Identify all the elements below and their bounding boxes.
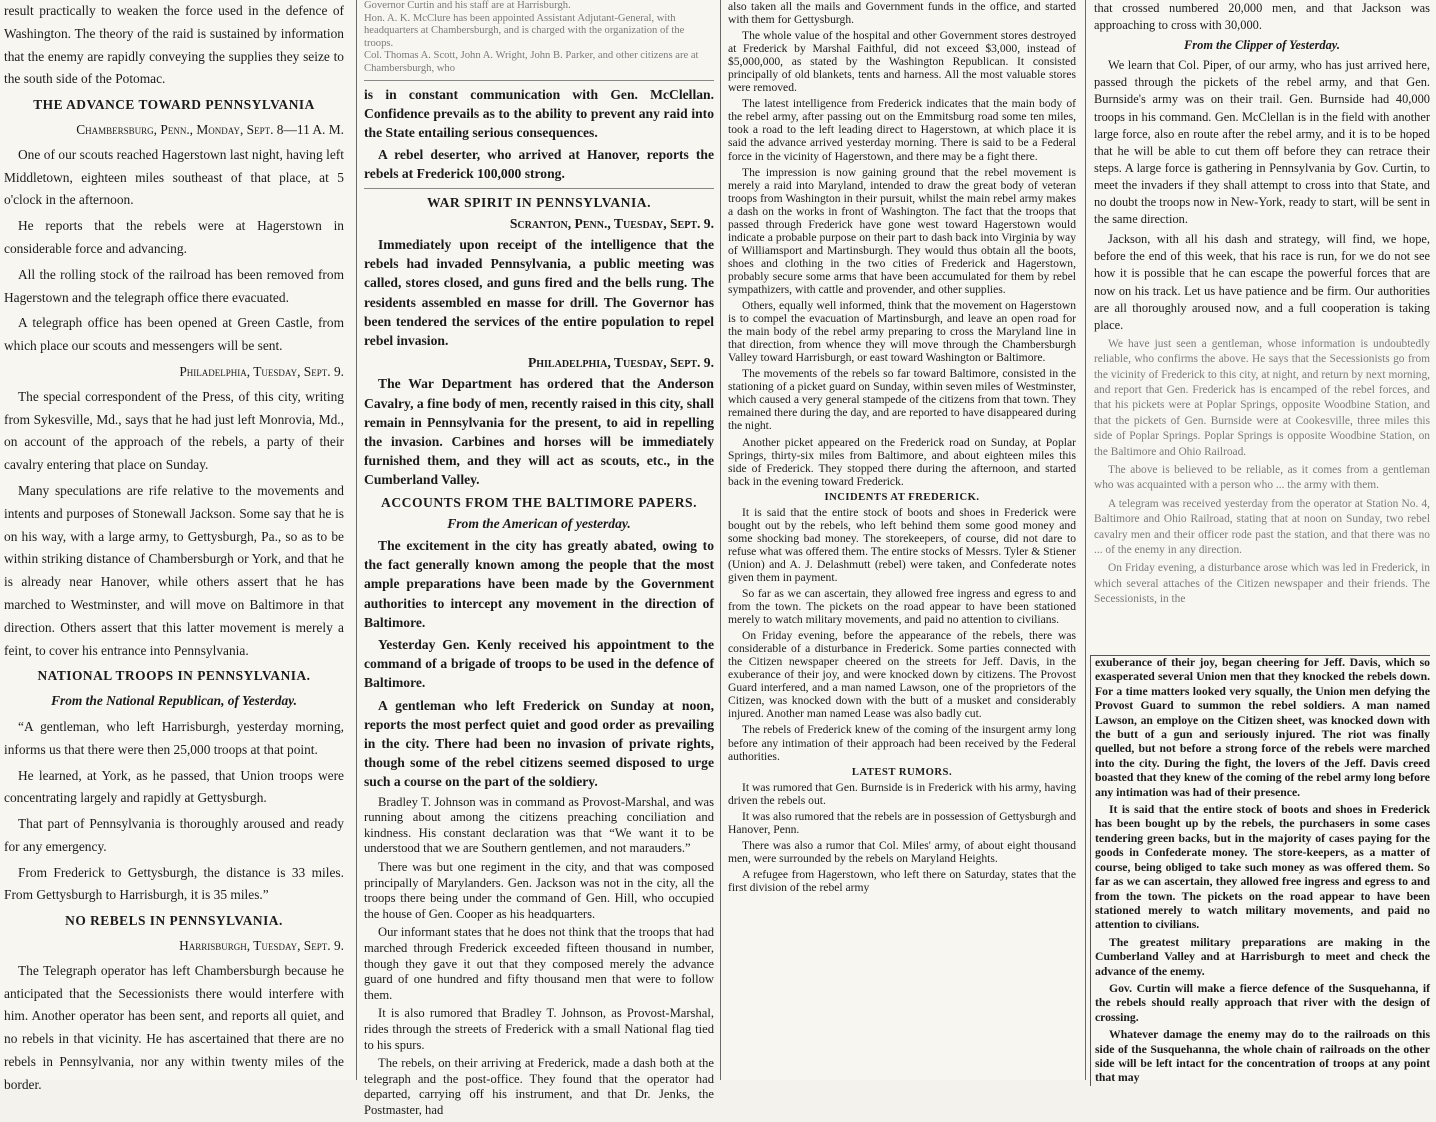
article-paragraph: It was rumored that Gen. Burnside is in Frederick with his army, having driven the rebels out.: [728, 780, 1076, 807]
article-paragraph: He learned, at York, as he passed, that Union troops were concentrating largely and rapidly at Gettysburgh.: [4, 767, 344, 806]
article-paragraph: Our informant states that he does not think that the troops that had marched through Frederick exceeded fifteen thousand in number, though they gave it out that they composed merely the advance guard of one hundred and fifty thousand men that were to follow them.: [364, 925, 714, 1002]
article-paragraph: The whole value of the hospital and other Government stores destroyed at Frederick by Marshal Faithful, did not exceed $3,000, instead of $5,000,000, as stated by the Washington Republican. It consisted principally of old blankets, tents and harness. All the most valuable stores were removed.: [728, 29, 1076, 95]
upper-section: [1094, 0, 1430, 655]
faded-text: [1094, 337, 1430, 608]
column-3: [728, 0, 1076, 897]
article-paragraph: The Telegraph operator has left Chambersburgh because he anticipated that the Secessionists there would interfere with him. Another operator has been sent, and reports all quiet, and no rebels in that vicinity. He has ascertained that there are no rebels in Pennsylvania, nor any within twenty miles of the border.: [4, 962, 344, 1092]
column-1: [4, 0, 344, 1100]
article-paragraph: Immediately upon receipt of the intelligence that the rebels had invaded Pennsylvania, a public meeting was called, stores closed, and guns fired and the bells rung. The residents assembled en masse for drill. The Governor has been tendered the services of the entire population to repel rebel invasion.: [364, 236, 714, 348]
article-paragraph: Others, equally well informed, think that the movement on Hagerstown is to compel the evacuation of Martinsburgh, and leave an open road for the main body of the rebel army preparing to cross the Maryland line in that direction, from whence they will move through the Chambersburgh Valley toward Harrisburgh, or east toward Washington or Baltimore.: [728, 299, 1076, 365]
column-rule: [356, 0, 357, 1080]
article-paragraph: is in constant communication with Gen. McClellan. Confidence prevails as to the ability to prevent any raid into the State entailing serious consequences.: [364, 86, 714, 140]
article-paragraph: that crossed numbered 20,000 men, and that Jackson was approaching to cross with 30,000.: [1094, 1, 1430, 33]
article-paragraph: The movements of the rebels so far toward Baltimore, consisted in the stationing of a picket guard on Sunday, within seven miles of Westminster, which caused a very general stampede of the citizens from that town. They remained there during the day, and are reported to have disappeared during the night.: [728, 367, 1076, 433]
article-paragraph: A rebel deserter, who arrived at Hanover, reports the rebels at Frederick 100,000 strong.: [364, 147, 714, 182]
article-paragraph: The greatest military preparations are making in the Cumberland Valley and at Harrisburgh to meet and check the advance of the enemy.: [1095, 935, 1430, 978]
article-paragraph: The latest intelligence from Frederick indicates that the main body of the rebel army, after passing out on the Emmitsburg road some ten miles, took a road to the left leading direct to Hagerstown, at which place it is said the advance arrived yesterday morning. There is said to be a Federal force in the vicinity of Hagerstown, and there may be a fight there.: [728, 97, 1076, 163]
headline: WAR SPIRIT IN PENNSYLVANIA.: [426, 194, 651, 210]
dateline: Scranton, Penn., Tuesday, Sept. 9.: [509, 215, 714, 231]
headline: NO REBELS IN PENNSYLVANIA.: [65, 913, 283, 929]
article-paragraph: The rebels, on their arriving at Frederick, made a dash both at the telegraph and the post-office. They found that the operator had departed, carrying off his instrument, and that Dr. Jenks, the Postmaster, had: [364, 1056, 714, 1117]
article-paragraph: We have just seen a gentleman, whose information is undoubtedly reliable, who confirms the above. He says that the Secessionists go from the vicinity of Frederick to this city, at night, and return by next morning, and report that Gen. Frederick has is encamped of the rebel forces, and that his pickets were at Poplar Springs, opposite Woodbine Station, and that the pickets of Gen. Burnside were at Cookesville, three miles this side of Poplar Springs. Poplar Springs is opposite Woodbine Station, on the Baltimore and Ohio Railroad.: [1094, 337, 1430, 458]
article-paragraph: So far as we can ascertain, they allowed free ingress and egress to and from the town. The pickets on the road appear to have been stationed merely to watch military movements, and paid no attention to civilians.: [728, 587, 1076, 627]
article-paragraph: “A gentleman, who left Harrisburgh, yesterday morning, informs us that there were then 25,000 troops at that point.: [4, 718, 344, 757]
dateline: Harrisburgh, Tuesday, Sept. 9.: [179, 938, 344, 954]
article-paragraph: exuberance of their joy, began cheering for Jeff. Davis, which so exasperated several Union men that they knocked the rebels down. For a time matters looked very squally, the Union men defying the Provost Guard to summon the rebel soldiers. A man named Lawson, an employe on the Citizen sheet, was knocked down with the butt of a gun and seriously injured. The riot was finally quelled, but not before a strong force of the rebels were marched into the city. During the fight, the lovers of the Jeff. Davis creed boasted that they knew of the coming of the rebel army long before any intimation was had of their presence.: [1095, 656, 1430, 799]
divider: [364, 188, 714, 189]
article-paragraph: A telegram was received yesterday from the operator at Station No. 4, Baltimore and Ohio Railroad, stating that at noon on Sunday, two rebel cavalry men and their officer rode past the station, and that there was no ... of the enemy in any direction.: [1094, 497, 1430, 557]
dateline: Philadelphia, Tuesday, Sept. 9.: [179, 363, 344, 379]
column-2: [364, 0, 714, 1122]
article-paragraph: One of our scouts reached Hagerstown last night, having left Middletown, eighteen miles southeast of that place, at 5 o'clock in the afternoon.: [4, 146, 344, 208]
headline: ACCOUNTS FROM THE BALTIMORE PAPERS.: [381, 494, 697, 510]
article-paragraph: It was also rumored that the rebels are in possession of Gettysburgh and Hanover, Penn.: [728, 809, 1076, 836]
article-paragraph: Gov. Curtin will make a fierce defence of the Susquehanna, if the rebels should really approach that river with the design of crossing.: [1095, 981, 1430, 1024]
headline: LATEST RUMORS.: [851, 766, 953, 778]
column-rule: [720, 0, 721, 1080]
article-paragraph: On Friday evening, a disturbance arose which was led in Frederick, in which several attaches of the Citizen newspaper and their friends. The Secessionists, in the: [1094, 562, 1430, 606]
faded-line: Col. Thomas A. Scott, John A. Wright, John B. Parker, and other citizens are at Chambersburgh, who: [364, 50, 699, 74]
article-paragraph: It is also rumored that Bradley T. Johnson, as Provost-Marshal, rides through the streets of Frederick with a small National flag tied to his spurs.: [364, 1006, 714, 1052]
faded-line: Governor Curtin and his staff are at Harrisburgh.: [364, 0, 571, 11]
headline: NATIONAL TROOPS IN PENNSYLVANIA.: [37, 668, 311, 684]
faded-line: Hon. A. K. McClure has been appointed Assistant Adjutant-General, with headquarters at Chambersburgh, and is charged with the organization of the troops.: [364, 12, 685, 49]
article-paragraph: The above is believed to be reliable, as it comes from a gentleman who was acquainted with a person who ... the army with them.: [1094, 464, 1430, 492]
article-paragraph: It is said that the entire stock of boots and shoes in Frederick were bought out by the rebels, who left behind them some good money and some shocking bad money. The storekeepers, of course, did not dare to refuse what was offered them. The entire stocks of Messrs. Tyler & Stiener (Union) and A. J. Delashmutt (rebel) were taken, and Confederate notes given them in payment.: [728, 505, 1076, 584]
article-paragraph: A telegraph office has been opened at Green Castle, from which place our scouts and messengers will be sent.: [4, 315, 344, 354]
article-paragraph: Bradley T. Johnson was in command as Provost-Marshal, and was running about among the citizens preaching conciliation and kindness. His constant declaration was that “We want it to be understood that we are Southern gentlemen, and not marauders.”: [364, 794, 714, 856]
headline: THE ADVANCE TOWARD PENNSYLVANIA: [33, 97, 315, 113]
article-paragraph: also taken all the mails and Government funds in the office, and started with them for Gettysburgh.: [728, 0, 1076, 27]
article-paragraph: A gentleman who left Frederick on Sunday at noon, reports the most perfect quiet and good order as prevailing in the city. There had been no invasion of private rights, though some of the rebel citizens seemed disposed to urge such a course on the part of the soldiery.: [364, 697, 714, 790]
article-paragraph: Yesterday Gen. Kenly received his appointment to the command of a brigade of troops to be used in the defence of Baltimore.: [364, 637, 714, 691]
article-paragraph: result practically to weaken the force used in the defence of Washington. The theory of the raid is sustained by information that the enemy are rapidly conveying the supplies they seize to the south side of the Potomac.: [4, 3, 344, 87]
article-paragraph: The special correspondent of the Press, of this city, writing from Sykesville, Md., says that he had just left Monrovia, Md., on account of the approach of the rebels, a party of their cavalry entering that place on Sunday.: [4, 388, 344, 473]
article-paragraph: From Frederick to Gettysburgh, the distance is 33 miles. From Gettysburgh to Harrisburgh, it is 35 miles.”: [4, 864, 344, 903]
article-paragraph: Jackson, with all his dash and strategy, will find, we hope, before the end of this week, that his race is run, for we do not see how it is possible that he can escape the powerful forces that are now on his track. Let us have patience and be firm. Our authorities are all thoroughly aroused now, and a full cooperation is taking place.: [1094, 232, 1430, 332]
lower-section: [1090, 655, 1430, 1086]
article-paragraph: Many speculations are rife relative to the movements and intents and purposes of Stonewall Jackson. Some say that he is on his way, with a large army, to Gettysburgh, Pa., so as to be within striking distance of Chambersburgh or York, and that he is already near Hanover, while others assert that he has marched to Westminster, and will move on Baltimore in that direction. Others assert that this latter movement is merely a feint, to cover his entrance into Pennsylvania.: [4, 482, 344, 658]
column-rule: [1085, 0, 1086, 1080]
article-paragraph: Whatever damage the enemy may do to the railroads on this side of the Susquehanna, the whole chain of railroads on the other side will be left intact for the concentration of troops at any point that may: [1095, 1028, 1430, 1085]
column-4: [1094, 0, 1430, 1089]
source-line: From the National Republican, of Yesterday.: [51, 693, 297, 709]
article-paragraph: There was but one regiment in the city, and that was composed principally of Marylanders. Gen. Jackson was not in the city, all the troops there being under the command of Gen. Hill, who occupied the house of Gen. Cooper as his headquarters.: [364, 860, 714, 921]
dateline: Philadelphia, Tuesday, Sept. 9.: [527, 355, 714, 371]
article-paragraph: The rebels of Frederick knew of the coming of the insurgent army long before any intimation of their approach had been received by the Federal authorities.: [728, 723, 1076, 763]
article-paragraph: That part of Pennsylvania is thoroughly aroused and ready for any emergency.: [4, 816, 344, 854]
divider: [364, 80, 714, 81]
article-paragraph: There was also a rumor that Col. Miles' army, of about eight thousand men, were surrounded by the rebels on Maryland Heights.: [728, 838, 1076, 865]
article-paragraph: The excitement in the city has greatly abated, owing to the fact generally known among the people that the most ample preparations have been made by the Government authorities to intercept any movement in the direction of Baltimore.: [364, 538, 714, 630]
dateline: Chambersburg, Penn., Monday, Sept. 8—11 A. M.: [76, 121, 344, 137]
article-paragraph: The impression is now gaining ground that the rebel movement is merely a raid into Maryland, intended to draw the great body of veteran troops from Washington in their pursuit, whilst the main rebel army makes a dash on the works in front of Washington. The fact that the troops that passed through Frederick have gone west toward Hagerstown would indicate a probable purpose on their part to dash back into Virginia by way of Williamsport and Martinsburgh. They would thus obtain all the boots, shoes and clothing in the two cities of Frederick and Hagerstown, probably secure some arms that have been accumulated for them by rebel sympathizers, with cattle and provender, and other supplies.: [728, 165, 1076, 296]
article-paragraph: A refugee from Hagerstown, who left there on Saturday, states that the first division of the rebel army: [728, 867, 1076, 894]
source-line: From the American of yesterday.: [447, 515, 631, 531]
headline: INCIDENTS AT FREDERICK.: [824, 491, 980, 503]
article-paragraph: All the rolling stock of the railroad has been removed from Hagerstown and the telegraph office there evacuated.: [4, 266, 344, 305]
article-paragraph: He reports that the rebels were at Hagerstown in considerable force and advancing.: [4, 218, 344, 256]
article-paragraph: We learn that Col. Piper, of our army, who has just arrived here, passed through the pickets of the rebel army, and that Gen. Burnside's army was on their trail. Gen. Burnside had 40,000 troops in his command. Gen. McClellan is in the field with another large force, also en route after the rebel army, and it is to be hoped that he will be able to cut them off before they can retrace their steps. A large force is gathering in Pennsylvania by Gov. Curtin, to meet the invaders if they shall attempt to cross into that State, and no doubt the troops now in New-York, ready to start, will be sent in the same direction.: [1094, 58, 1430, 227]
article-paragraph: It is said that the entire stock of boots and shoes in Frederick has been bought up by the rebels, the purchasers in some cases tendering green backs, but in the majority of cases paying for the goods in Confederate money. The store-keepers, as a matter of course, being obliged to take such money as was offered them. So far as we can ascertain, they allowed free ingress and egress to and from the town. The pickets on the road appear to have been stationed merely to watch military movements, and paid no attention to civilians.: [1095, 803, 1430, 932]
article-paragraph: The War Department has ordered that the Anderson Cavalry, a fine body of men, recently raised in this city, shall remain in Pennsylvania for the present, to aid in repelling the invasion. Carbines and horses will be immediately furnished them, and they will act as scouts, etc., in the Cumberland Valley.: [364, 376, 714, 488]
source-line: From the Clipper of Yesterday.: [1184, 38, 1340, 53]
faded-top-text: [364, 0, 714, 76]
article-paragraph: Another picket appeared on the Frederick road on Sunday, at Poplar Springs, thirty-six miles from Baltimore, and about eighteen miles this side of Frederick. They stopped there during the afternoon, and started back in the evening toward Frederick.: [728, 435, 1076, 488]
article-paragraph: On Friday evening, before the appearance of the rebels, there was considerable of a disturbance in Frederick. Some parties connected with the Citizen newspaper cheered on the streets for Jeff. Davis, in the exuberance of their joy, and were knocked down by citizens. The Provost Guard interfered, and a man named Lawson, one of the proprietors of the Citizen, was knocked down with the butt of a musket and considerably injured. Another man named Lease was also badly cut.: [728, 629, 1076, 721]
